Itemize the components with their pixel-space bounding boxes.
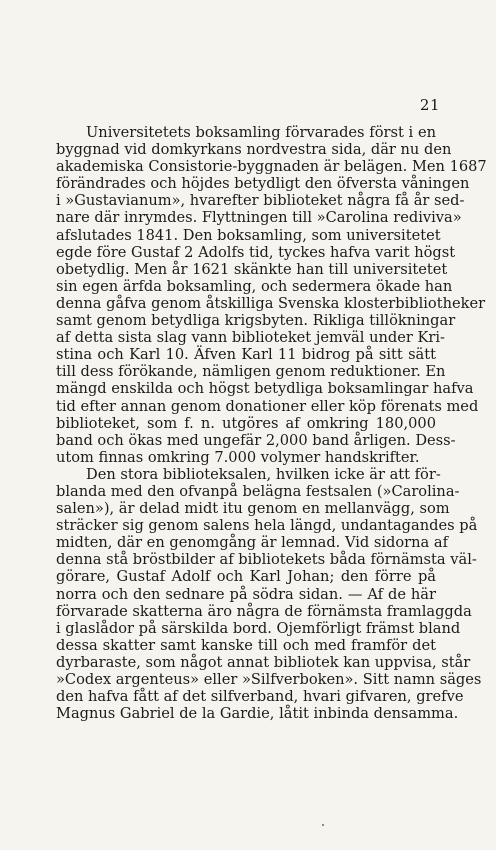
text-line: biblioteket, som f. n. utgöres af omkring 180,000 — [56, 414, 436, 432]
text-line: i glaslådor på särskilda bord. Ojemförligt främst bland — [56, 619, 461, 637]
text-line: stina och Karl 10. Äfven Karl 11 bidrog på sitt sätt — [56, 346, 436, 364]
print-speck — [322, 824, 324, 826]
text-line: norra och den sednare på södra sidan. — Af de här — [56, 585, 436, 603]
text-line: Magnus Gabriel de la Gardie, låtit inbinda densamma. — [56, 705, 459, 723]
text-line: af detta sista slag vann biblioteket jemväl under Kri- — [56, 329, 445, 347]
text-line: nare där inrymdes. Flyttningen till »Carolina rediviva» — [56, 209, 462, 227]
text-line: förvarade skatterna äro några de förnämsta framlaggda — [56, 602, 472, 620]
text-line: salen»), är delad midt itu genom en mellanvägg, som — [56, 500, 450, 518]
text-line: band och ökas med ungefär 2,000 band årligen. Dess- — [56, 431, 456, 449]
text-line: denna gåfva genom åtskilliga Svenska klosterbibliotheker — [56, 294, 486, 312]
text-line: sin egen ärfda boksamling, och sedermera ökade han — [56, 277, 453, 295]
text-line: egde före Gustaf 2 Adolfs tid, tyckes hafva varit högst — [56, 243, 456, 261]
text-line: förändrades och höjdes betydligt den öfversta våningen — [56, 175, 470, 193]
text-line: obetydlig. Men år 1621 skänkte han till universitetet — [56, 260, 448, 278]
text-line: dyrbaraste, som något annat bibliotek kan uppvisa, står — [56, 653, 471, 671]
text-line: »Codex argenteus» eller »Silfverboken». Sitt namn säges — [56, 671, 482, 688]
text-line: tid efter annan genom donationer eller köp förenats med — [56, 397, 479, 415]
text-line: afslutades 1841. Den boksamling, som universitetet — [56, 226, 441, 244]
text-line: den hafva fått af det silfverband, hvari gifvaren, grefve — [56, 688, 464, 706]
text-line: blanda med den ofvanpå belägna festsalen (»Carolina- — [56, 482, 460, 500]
text-line: dessa skatter samt kanske till och med framför det — [56, 636, 436, 654]
text-line: till dess förökande, nämligen genom reduktioner. En — [56, 363, 446, 381]
text-line: byggnad vid domkyrkans nordvestra sida, där nu den — [56, 141, 452, 159]
page-number: 21 — [419, 96, 440, 114]
text-line: mängd enskilda och högst betydliga boksamlingar hafva — [56, 380, 474, 398]
text-line: sträcker sig genom salens hela längd, undantagandes på — [56, 517, 478, 535]
text-line: i »Gustavianum», hvarefter biblioteket några få år sed- — [56, 192, 465, 210]
text-line: Den stora biblioteksalen, hvilken icke är att för- — [86, 465, 441, 483]
text-line: utom finnas omkring 7.000 volymer handskrifter. — [56, 448, 420, 466]
text-line: samt genom betydliga krigsbyten. Rikliga tillökningar — [56, 312, 456, 330]
text-line: midten, där en genomgång är lemnad. Vid sidorna af — [56, 534, 448, 552]
body-text — [56, 124, 487, 723]
text-line: görare, Gustaf Adolf och Karl Johan; den förre på — [56, 568, 436, 586]
text-line: akademiska Consistorie-byggnaden är belägen. Men 1687 — [56, 158, 487, 176]
text-line: Universitetets boksamling förvarades först i en — [86, 124, 436, 141]
text-line: denna stå bröstbilder af bibliotekets båda förnämsta väl- — [56, 551, 477, 569]
